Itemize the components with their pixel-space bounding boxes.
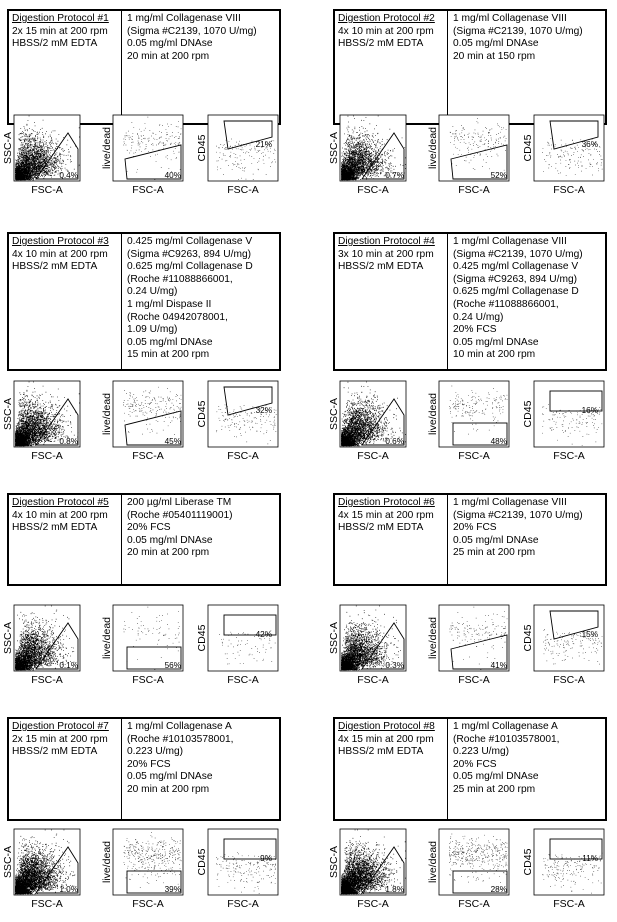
gate-percentage: 45% xyxy=(164,437,181,446)
reagent-line: 20% FCS xyxy=(453,758,497,770)
plot-cd45 xyxy=(196,115,278,196)
reagent-line: 0.05 mg/ml DNAse xyxy=(127,336,213,348)
protocol-conditions xyxy=(9,234,122,369)
plot-cd45 xyxy=(522,829,604,910)
plot-live-dead xyxy=(101,381,183,462)
x-axis-label: FSC-A xyxy=(227,674,259,686)
plot-ssc-fsc xyxy=(2,381,80,462)
gate-percentage: 15% xyxy=(581,630,598,639)
y-axis-label: live/dead xyxy=(101,616,113,660)
plot-group-4 xyxy=(328,378,608,462)
gate-percentage: 40% xyxy=(164,171,181,180)
protocol-title: Digestion Protocol #5 xyxy=(12,497,109,508)
flow-plots xyxy=(2,378,282,462)
protocol-conditions xyxy=(9,11,122,123)
x-axis-label: FSC-A xyxy=(132,898,164,910)
plot-ssc-fsc xyxy=(328,381,406,462)
flow-plots xyxy=(2,112,282,196)
protocol-title: Digestion Protocol #8 xyxy=(338,721,435,732)
protocol-reagents xyxy=(448,11,605,123)
x-axis-label: FSC-A xyxy=(458,898,490,910)
y-axis-label: CD45 xyxy=(196,134,208,162)
plot-ssc-fsc xyxy=(2,829,80,910)
reagent-line: 1 mg/ml Collagenase VIII xyxy=(453,497,567,508)
condition-line: HBSS/2 mM EDTA xyxy=(338,746,424,758)
condition-line: HBSS/2 mM EDTA xyxy=(12,746,98,758)
protocol-title: Digestion Protocol #1 xyxy=(12,13,109,24)
gate-percentage: 32% xyxy=(255,406,272,415)
plot-live-dead xyxy=(101,605,183,686)
plot-group-2 xyxy=(328,112,608,196)
gate-percentage: 16% xyxy=(581,406,598,415)
plot-ssc-fsc xyxy=(2,115,80,196)
condition-line: HBSS/2 mM EDTA xyxy=(12,38,98,50)
reagent-line: 20 min at 150 rpm xyxy=(453,50,536,62)
reagent-line: (Sigma #C2139, 1070 U/mg) xyxy=(453,25,583,37)
reagent-line: 20% FCS xyxy=(127,522,171,534)
reagent-line: 1.09 U/mg) xyxy=(127,324,178,336)
protocol-box-3 xyxy=(7,232,281,371)
protocol-title: Digestion Protocol #2 xyxy=(338,13,435,24)
flow-plots xyxy=(2,826,282,910)
reagent-line: 20 min at 200 rpm xyxy=(127,547,210,559)
plot-cd45 xyxy=(522,605,604,686)
plot-cd45 xyxy=(196,829,278,910)
x-axis-label: FSC-A xyxy=(458,450,490,462)
reagent-line: 20% FCS xyxy=(453,324,497,336)
reagent-line: 0.425 mg/ml Collagenase V xyxy=(453,261,579,273)
y-axis-label: live/dead xyxy=(101,840,113,884)
y-axis-label: CD45 xyxy=(522,848,534,876)
x-axis-label: FSC-A xyxy=(458,674,490,686)
plot-live-dead xyxy=(427,605,509,686)
y-axis-label: SSC-A xyxy=(2,845,14,879)
gate-percentage: 28% xyxy=(490,885,507,894)
reagent-line: 0.05 mg/ml DNAse xyxy=(127,38,213,50)
plot-cd45 xyxy=(522,381,604,462)
protocol-box-4 xyxy=(333,232,607,371)
gate-percentage: 56% xyxy=(164,661,181,670)
x-axis-label: FSC-A xyxy=(357,184,389,196)
gate-percentage: 36% xyxy=(581,140,598,149)
condition-line: 4x 10 min at 200 rpm xyxy=(12,248,108,260)
reagent-line: 25 min at 200 rpm xyxy=(453,783,536,795)
protocol-conditions xyxy=(9,495,122,584)
reagent-line: 1 mg/ml Dispase II xyxy=(127,298,212,310)
reagent-line: (Roche 04942078001, xyxy=(127,311,228,323)
reagent-line: (Sigma #C2139, 1070 U/mg) xyxy=(453,248,583,260)
plot-ssc-fsc xyxy=(328,605,406,686)
reagent-line: 20% FCS xyxy=(453,522,497,534)
y-axis-label: SSC-A xyxy=(2,397,14,431)
reagent-line: 10 min at 200 rpm xyxy=(453,349,536,361)
y-axis-label: CD45 xyxy=(522,400,534,428)
plot-live-dead xyxy=(427,829,509,910)
gate-percentage: 0.3% xyxy=(385,661,404,670)
condition-line: HBSS/2 mM EDTA xyxy=(12,522,98,534)
y-axis-label: CD45 xyxy=(196,400,208,428)
plot-live-dead xyxy=(101,115,183,196)
protocol-title: Digestion Protocol #7 xyxy=(12,721,109,732)
reagent-line: 1 mg/ml Collagenase A xyxy=(127,721,232,732)
reagent-line: 20 min at 200 rpm xyxy=(127,783,210,795)
reagent-line: 0.05 mg/ml DNAse xyxy=(453,771,539,783)
x-axis-label: FSC-A xyxy=(31,450,63,462)
reagent-line: 0.24 U/mg) xyxy=(453,311,504,323)
gate-percentage: 0.6% xyxy=(385,437,404,446)
y-axis-label: live/dead xyxy=(101,126,113,170)
protocol-box-8 xyxy=(333,717,607,821)
flow-plots xyxy=(2,602,282,686)
reagent-line: 1 mg/ml Collagenase VIII xyxy=(453,236,567,247)
condition-line: HBSS/2 mM EDTA xyxy=(338,522,424,534)
protocol-box-7 xyxy=(7,717,281,821)
reagent-line: (Sigma #C9263, 894 U/mg) xyxy=(127,248,252,260)
reagent-line: 0.05 mg/ml DNAse xyxy=(453,336,539,348)
protocol-conditions xyxy=(335,495,448,584)
y-axis-label: CD45 xyxy=(196,848,208,876)
condition-line: 4x 10 min at 200 rpm xyxy=(338,25,434,37)
reagent-line: 20% FCS xyxy=(127,758,171,770)
condition-line: HBSS/2 mM EDTA xyxy=(338,261,424,273)
protocol-reagents xyxy=(448,719,605,819)
gate-percentage: 21% xyxy=(255,140,272,149)
x-axis-label: FSC-A xyxy=(132,450,164,462)
reagent-line: 15 min at 200 rpm xyxy=(127,349,210,361)
x-axis-label: FSC-A xyxy=(553,674,585,686)
reagent-line: 0.223 U/mg) xyxy=(453,746,510,758)
x-axis-label: FSC-A xyxy=(227,184,259,196)
x-axis-label: FSC-A xyxy=(553,450,585,462)
reagent-line: 0.05 mg/ml DNAse xyxy=(453,38,539,50)
protocol-conditions xyxy=(335,234,448,369)
protocol-title: Digestion Protocol #4 xyxy=(338,236,435,247)
protocol-conditions xyxy=(335,719,448,819)
protocol-reagents xyxy=(122,11,279,123)
y-axis-label: SSC-A xyxy=(2,131,14,165)
plot-cd45 xyxy=(196,381,278,462)
y-axis-label: live/dead xyxy=(427,392,439,436)
reagent-line: (Sigma #C9263, 894 U/mg) xyxy=(453,273,578,285)
y-axis-label: live/dead xyxy=(427,616,439,660)
gate-percentage: 39% xyxy=(164,885,181,894)
gate-percentage: 0.4% xyxy=(59,171,78,180)
gate-percentage: 1.0% xyxy=(59,885,78,894)
flow-plots xyxy=(328,112,608,196)
reagent-line: 25 min at 200 rpm xyxy=(453,547,536,559)
reagent-line: 0.05 mg/ml DNAse xyxy=(127,534,213,546)
plot-live-dead xyxy=(101,829,183,910)
reagent-line: 0.24 U/mg) xyxy=(127,286,178,298)
reagent-line: 0.625 mg/ml Collagenase D xyxy=(127,261,253,273)
reagent-line: 1 mg/ml Collagenase VIII xyxy=(127,13,241,24)
reagent-line: 0.223 U/mg) xyxy=(127,746,184,758)
protocol-conditions xyxy=(9,719,122,819)
gate-percentage: 0.8% xyxy=(59,437,78,446)
x-axis-label: FSC-A xyxy=(357,674,389,686)
protocol-conditions xyxy=(335,11,448,123)
x-axis-label: FSC-A xyxy=(357,450,389,462)
y-axis-label: SSC-A xyxy=(328,131,340,165)
x-axis-label: FSC-A xyxy=(553,898,585,910)
reagent-line: (Sigma #C2139, 1070 U/mg) xyxy=(127,25,257,37)
y-axis-label: live/dead xyxy=(427,840,439,884)
plot-group-8 xyxy=(328,826,608,910)
reagent-line: (Sigma #C2139, 1070 U/mg) xyxy=(453,509,583,521)
condition-line: 4x 15 min at 200 rpm xyxy=(338,509,434,521)
flow-plots xyxy=(328,826,608,910)
gate-percentage: 1.8% xyxy=(385,885,404,894)
x-axis-label: FSC-A xyxy=(132,184,164,196)
protocol-reagents xyxy=(448,234,605,369)
x-axis-label: FSC-A xyxy=(31,184,63,196)
x-axis-label: FSC-A xyxy=(31,898,63,910)
protocol-box-5 xyxy=(7,493,281,586)
x-axis-label: FSC-A xyxy=(31,674,63,686)
protocol-title: Digestion Protocol #6 xyxy=(338,497,435,508)
reagent-line: (Roche #11088866001, xyxy=(453,298,559,310)
gate-percentage: 9% xyxy=(260,854,272,863)
reagent-line: 1 mg/ml Collagenase A xyxy=(453,721,558,732)
protocol-title: Digestion Protocol #3 xyxy=(12,236,109,247)
reagent-line: 0.625 mg/ml Collagenase D xyxy=(453,286,579,298)
plot-group-1 xyxy=(2,112,282,196)
plot-ssc-fsc xyxy=(328,829,406,910)
reagent-line: (Roche #05401119001) xyxy=(127,509,233,521)
protocol-reagents xyxy=(122,495,279,584)
plot-group-6 xyxy=(328,602,608,686)
y-axis-label: SSC-A xyxy=(2,621,14,655)
gate-percentage: 11% xyxy=(582,854,598,863)
condition-line: 3x 10 min at 200 rpm xyxy=(338,248,434,260)
flow-plots xyxy=(328,378,608,462)
condition-line: 2x 15 min at 200 rpm xyxy=(12,733,108,745)
gate-percentage: 0.7% xyxy=(385,171,404,180)
reagent-line: 0.05 mg/ml DNAse xyxy=(453,534,539,546)
y-axis-label: live/dead xyxy=(427,126,439,170)
protocol-reagents xyxy=(448,495,605,584)
reagent-line: 1 mg/ml Collagenase VIII xyxy=(453,13,567,24)
reagent-line: (Roche #11088866001, xyxy=(127,273,233,285)
plot-live-dead xyxy=(427,115,509,196)
plot-cd45 xyxy=(522,115,604,196)
plot-group-3 xyxy=(2,378,282,462)
x-axis-label: FSC-A xyxy=(553,184,585,196)
condition-line: HBSS/2 mM EDTA xyxy=(338,38,424,50)
condition-line: 4x 10 min at 200 rpm xyxy=(12,509,108,521)
gate-percentage: 42% xyxy=(255,630,272,639)
protocol-box-2 xyxy=(333,9,607,125)
x-axis-label: FSC-A xyxy=(227,450,259,462)
y-axis-label: SSC-A xyxy=(328,845,340,879)
protocol-reagents xyxy=(122,719,279,819)
condition-line: HBSS/2 mM EDTA xyxy=(12,261,98,273)
gate-percentage: 52% xyxy=(490,171,507,180)
y-axis-label: CD45 xyxy=(196,624,208,652)
y-axis-label: live/dead xyxy=(101,392,113,436)
x-axis-label: FSC-A xyxy=(132,674,164,686)
x-axis-label: FSC-A xyxy=(227,898,259,910)
reagent-line: (Roche #10103578001, xyxy=(453,733,560,745)
plot-group-7 xyxy=(2,826,282,910)
y-axis-label: CD45 xyxy=(522,624,534,652)
x-axis-label: FSC-A xyxy=(458,184,490,196)
gate-percentage: 0.1% xyxy=(59,661,78,670)
reagent-line: 200 µg/ml Liberase TM xyxy=(127,497,232,508)
reagent-line: 0.05 mg/ml DNAse xyxy=(127,771,213,783)
protocol-box-1 xyxy=(7,9,281,125)
y-axis-label: CD45 xyxy=(522,134,534,162)
plot-group-5 xyxy=(2,602,282,686)
plot-cd45 xyxy=(196,605,278,686)
condition-line: 2x 15 min at 200 rpm xyxy=(12,25,108,37)
reagent-line: 0.425 mg/ml Collagenase V xyxy=(127,236,253,247)
plot-ssc-fsc xyxy=(328,115,406,196)
plot-live-dead xyxy=(427,381,509,462)
y-axis-label: SSC-A xyxy=(328,397,340,431)
condition-line: 4x 15 min at 200 rpm xyxy=(338,733,434,745)
protocol-box-6 xyxy=(333,493,607,586)
reagent-line: 20 min at 200 rpm xyxy=(127,50,210,62)
plot-ssc-fsc xyxy=(2,605,80,686)
reagent-line: (Roche #10103578001, xyxy=(127,733,234,745)
gate-percentage: 48% xyxy=(490,437,507,446)
y-axis-label: SSC-A xyxy=(328,621,340,655)
protocol-reagents xyxy=(122,234,279,369)
gate-percentage: 41% xyxy=(490,661,507,670)
x-axis-label: FSC-A xyxy=(357,898,389,910)
flow-plots xyxy=(328,602,608,686)
